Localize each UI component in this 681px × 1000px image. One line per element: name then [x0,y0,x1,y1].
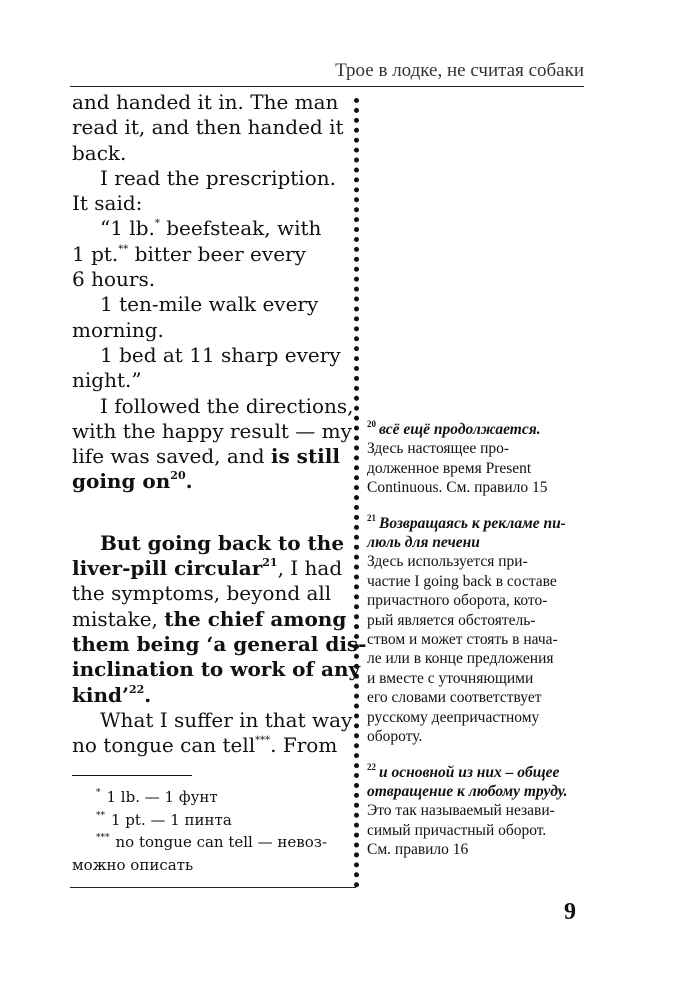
text-line: 1 ten-mile walk every [100,292,319,317]
note-heading: отвращение к любому труду. [367,782,568,800]
footnote-marker: ** [118,243,129,255]
footnote-continuation: можно описать [72,855,194,874]
note-line: Здесь настоящее про- [367,440,510,458]
running-header-title: Трое в лодке, не считая собаки [335,60,584,81]
note-heading: $^{21}$ Возвращаясь к рекламе пи- [367,512,566,532]
footnote-marker: *** [255,735,271,747]
footnote-marker: * [154,218,160,230]
text-line: “1 lb.* beefsteak, with [100,216,322,241]
text-line: mistake, the chief among [72,606,347,631]
dotted-column-divider [354,98,359,888]
note-ref-21: 21 [262,556,278,570]
text-line: going $on^{20}$. [72,469,193,494]
text-line: inclination to work of any [72,657,361,682]
side-note-20 [367,420,592,498]
text-line: them being ‘a general dis- [72,631,367,656]
text-line: It said: [72,191,143,216]
footnote: ** 1 pt. — 1 пинта [96,810,232,829]
text-line: with the happy result — my [72,418,352,443]
text-line: and handed it in. The man [72,90,339,114]
footnote: * 1 lb. — 1 фунт [96,788,218,806]
note-line: Это так называемый незави- [367,802,555,820]
note-line: Continuous. См. правило 15 [367,479,548,497]
side-note-22 [367,763,592,860]
text-line: But going back to the [100,530,345,555]
text-line: morning. [72,317,164,342]
note-line: частие I going back в составе [367,572,557,590]
header-rule [70,86,584,87]
bottom-rule [70,887,356,888]
text-line: 1 pt.** bitter beer every [72,241,306,266]
note-heading: $^{20}$ всё ещё продолжается. [367,419,541,438]
text-line: I read the prescription. [100,165,336,190]
text-line: no tongue can tell***. From [72,733,338,758]
note-line: обороту. [367,728,423,746]
text-line: life was saved, and is still [72,444,340,469]
footnotes [72,786,342,876]
text-line: night.” [72,368,142,393]
text-line: liver-pill circular$^{21}$, I had [72,556,343,581]
side-note-21 [367,514,592,747]
text-line: the symptoms, beyond all [72,581,332,606]
text-line: 1 bed at 11 sharp every [100,342,341,367]
note-line: симый причастный оборот. [367,821,547,839]
note-line: и вместе с уточняющими [367,669,534,687]
note-line: рый является обстоятель- [367,611,536,629]
note-line: его словами соответствует [367,689,542,707]
note-ref-20: 20 [170,469,186,483]
note-line: ством и может стоять в нача- [367,631,558,649]
note-heading: $^{22}$ и основной из них – общее [367,761,560,781]
text-line: I followed the directions, [100,393,354,418]
text-line: kind’$^{22}$. [72,682,152,707]
footnote-rule [72,775,192,776]
text-line: back. [72,140,127,165]
note-line: Здесь используется при- [367,553,528,571]
note-line: причастного оборота, кото- [367,592,548,610]
main-text [72,90,367,758]
note-heading: люль для печени [367,534,480,552]
note-line: ле или в конце предложения [367,650,554,668]
note-line: См. правило 16 [367,841,469,859]
footnote: *** no tongue can tell — невоз- [96,833,327,851]
note-ref-22: 22 [128,682,145,696]
text-line: What I suffer in that way [100,707,353,732]
text-line: read it, and then handed it [72,115,344,140]
text-line: 6 hours. [72,267,156,292]
page-number: 9 [564,899,576,925]
side-notes [367,420,592,876]
note-line: русскому деепричастному [367,708,540,726]
note-line: долженное время Present [367,459,532,477]
